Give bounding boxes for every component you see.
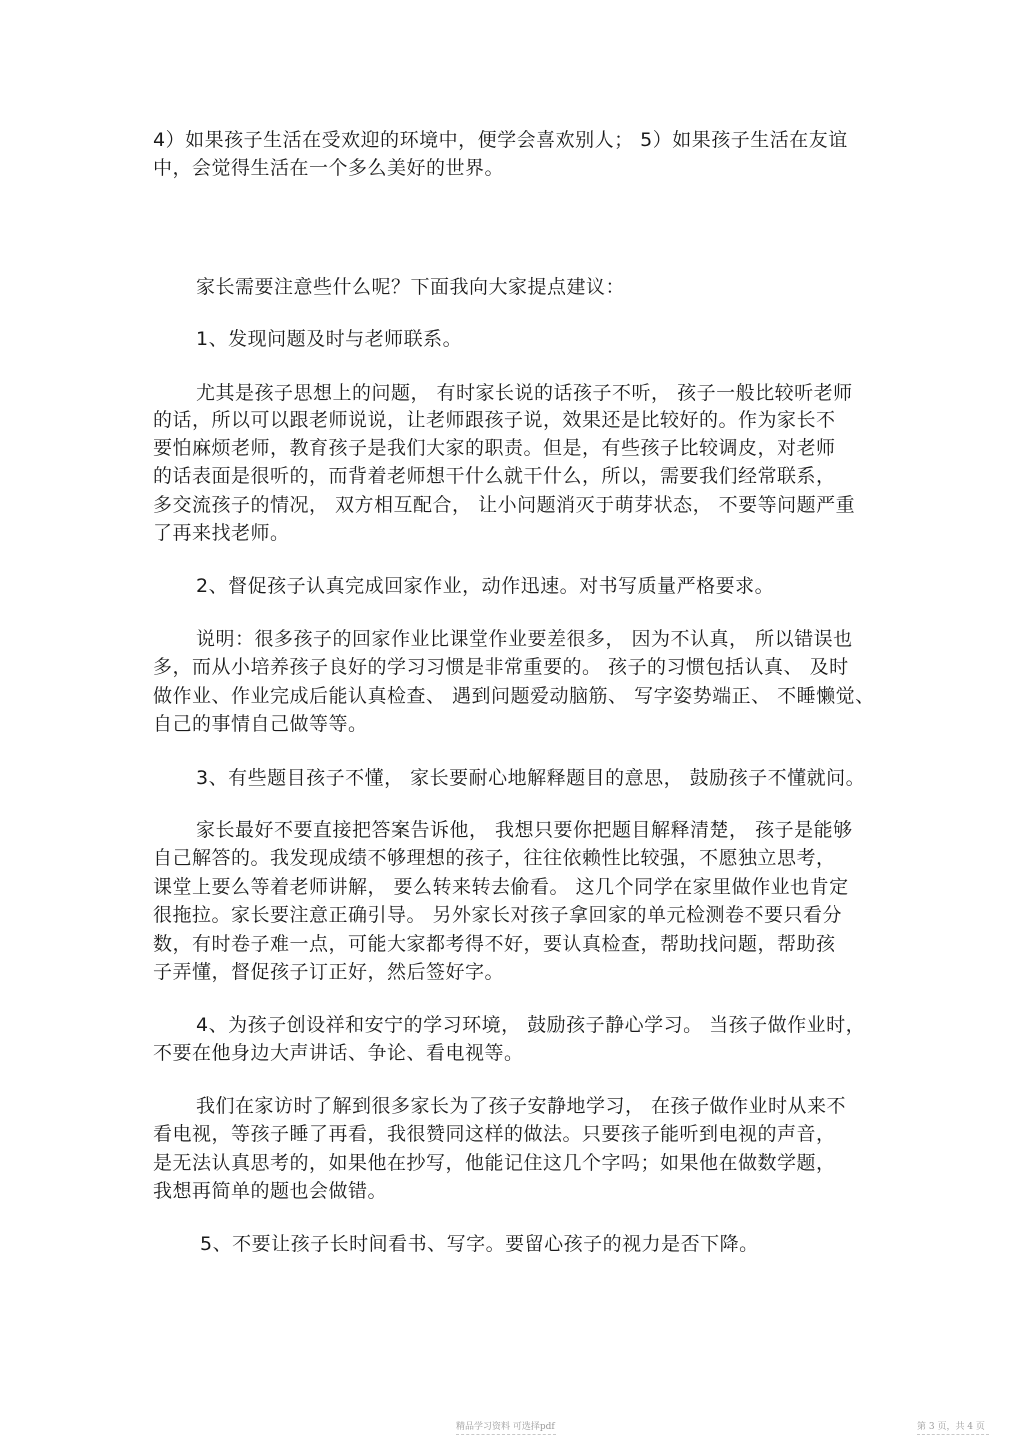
footer-source-label: 精品学习资料 可选择pdf <box>456 1422 555 1432</box>
text-line: 做作业、作业完成后能认真检查、 遇到问题爱动脑筋、 写字姿势端正、 不睡懒觉、 <box>153 685 875 707</box>
text-line: 家长最好不要直接把答案告诉他， 我想只要你把题目解释清楚， 孩子是能够 <box>196 819 853 841</box>
text-line: 了再来找老师。 <box>153 522 290 544</box>
text-line: 不要在他身边大声讲话、争论、看电视等。 <box>153 1042 524 1064</box>
text-line: 数，有时卷子难一点，可能大家都考得不好，要认真检查，帮助找问题，帮助孩 <box>153 933 836 955</box>
text-line: 说明：很多孩子的回家作业比课堂作业要差很多， 因为不认真， 所以错误也 <box>196 628 853 650</box>
text-line: 看电视，等孩子睡了再看，我很赞同这样的做法。只要孩子能听到电视的声音， <box>153 1123 836 1145</box>
text-line: 4）如果孩子生活在受欢迎的环境中，便学会喜欢别人； 5）如果孩子生活在友谊 <box>153 129 848 151</box>
text-line: 2、督促孩子认真完成回家作业，动作迅速。对书写质量严格要求。 <box>196 575 775 597</box>
text-line: 我想再简单的题也会做错。 <box>153 1180 388 1202</box>
text-line: 的话，所以可以跟老师说说，让老师跟孩子说，效果还是比较好的。作为家长不 <box>153 409 836 431</box>
text-line: 我们在家访时了解到很多家长为了孩子安静地学习， 在孩子做作业时从来不 <box>196 1095 847 1117</box>
text-line: 多交流孩子的情况， 双方相互配合， 让小问题消灭于萌芽状态， 不要等问题严重 <box>153 494 856 516</box>
text-line: 很拖拉。家长要注意正确引导。 另外家长对孩子拿回家的单元检测卷不要只看分 <box>153 904 843 926</box>
text-line: 尤其是孩子思想上的问题， 有时家长说的话孩子不听， 孩子一般比较听老师 <box>196 382 853 404</box>
footer-divider <box>456 1434 556 1435</box>
text-line: 中，会觉得生活在一个多么美好的世界。 <box>153 157 505 179</box>
page-number: 第 3 页，共 4 页 <box>917 1422 985 1432</box>
text-line: 多，而从小培养孩子良好的学习习惯是非常重要的。 孩子的习惯包括认真、 及时 <box>153 656 849 678</box>
text-line: 子弄懂，督促孩子订正好，然后签好字。 <box>153 961 505 983</box>
text-line: 要怕麻烦老师，教育孩子是我们大家的职责。但是，有些孩子比较调皮，对老师 <box>153 437 836 459</box>
text-line: 自己解答的。我发现成绩不够理想的孩子，往往依赖性比较强，不愿独立思考， <box>153 847 836 869</box>
text-line: 1、发现问题及时与老师联系。 <box>196 328 463 350</box>
text-line: 3、有些题目孩子不懂， 家长要耐心地解释题目的意思， 鼓励孩子不懂就问。 <box>196 767 866 789</box>
text-line: 5、不要让孩子长时间看书、写字。要留心孩子的视力是否下降。 <box>200 1233 759 1255</box>
text-line: 家长需要注意些什么呢？下面我向大家提点建议： <box>196 276 626 298</box>
text-line: 的话表面是很听的，而背着老师想干什么就干什么，所以，需要我们经常联系， <box>153 465 836 487</box>
text-line: 自己的事情自己做等等。 <box>153 713 368 735</box>
footer-divider <box>917 1434 989 1435</box>
text-line: 课堂上要么等着老师讲解， 要么转来转去偷看。 这几个同学在家里做作业也肯定 <box>153 876 849 898</box>
text-line: 是无法认真思考的，如果他在抄写，他能记住这几个字吗；如果他在做数学题， <box>153 1152 836 1174</box>
text-line: 4、为孩子创设祥和安宁的学习环境， 鼓励孩子静心学习。 当孩子做作业时， <box>196 1014 866 1036</box>
